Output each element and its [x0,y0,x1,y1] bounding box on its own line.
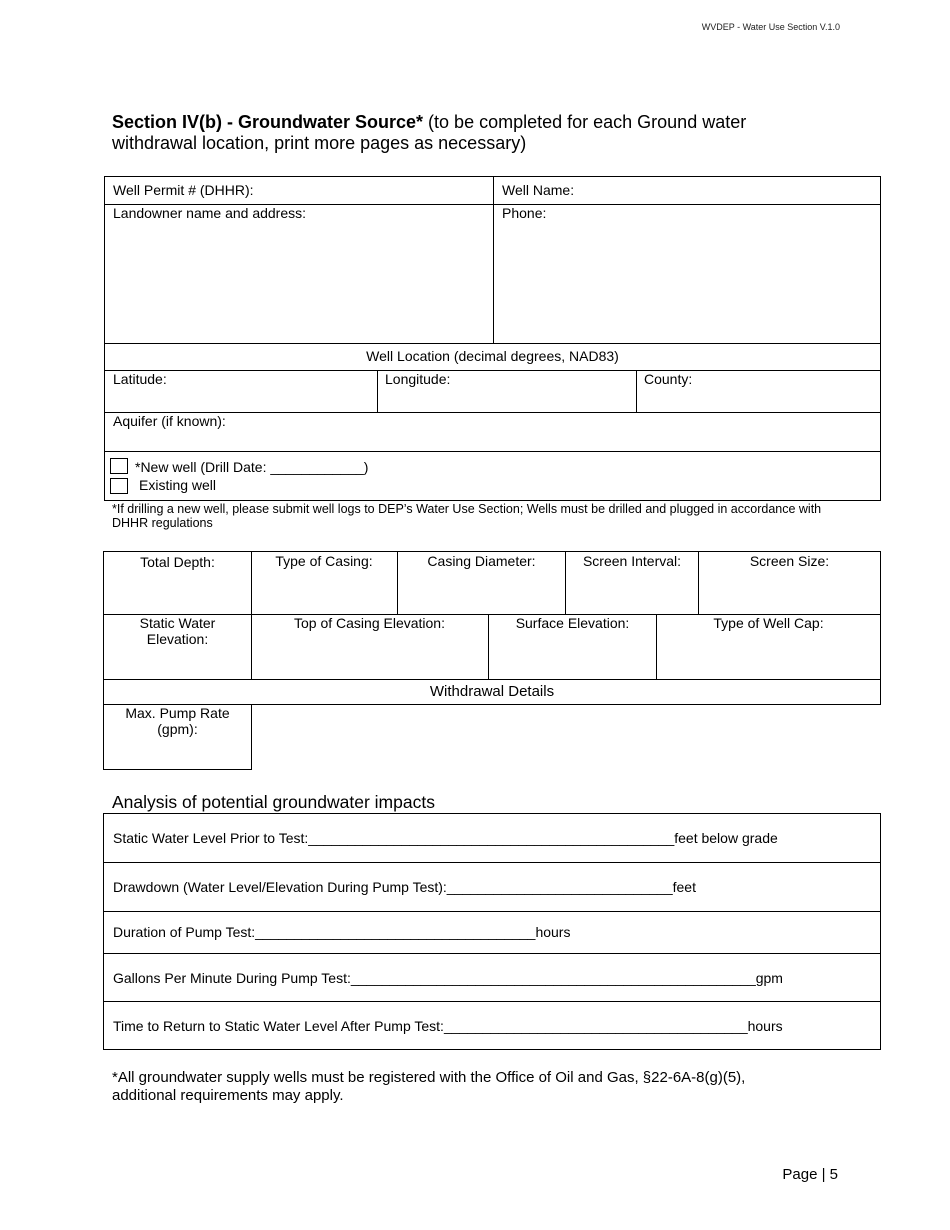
analysis-heading: Analysis of potential groundwater impacts [112,792,435,812]
well-specs-table [103,551,881,771]
surface-elevation-label: Surface Elevation: [515,615,630,631]
static-water-elevation-label: Static Water Elevation: [139,615,216,647]
section-title-normal: (to be completed for each Ground water withdrawal location, print more pages as necessary) [112,112,747,153]
registration-note: *All groundwater supply wells must be registered with the Office of Oil and Gas, §22-6A-8(g)(5), additional requirements may apply. [112,1069,746,1104]
well-permit-cell[interactable] [105,177,494,205]
casing-diameter-label: Casing Diameter: [427,553,536,569]
analysis-table [103,813,881,1050]
landowner-cell[interactable] [105,204,494,344]
max-pump-rate-cell[interactable] [103,704,252,770]
screen-size-cell[interactable] [699,551,881,615]
drawdown-label: Drawdown (Water Level/Elevation During Pump Test):_____________________________feet [113,879,696,895]
version-header: WVDEP - Water Use Section V.1.0 [701,22,840,32]
withdrawal-details-header [103,679,881,705]
existing-well-label: Existing well [139,477,217,493]
landowner-label: Landowner name and address: [113,205,307,221]
existing-well-checkbox[interactable] [110,478,128,494]
longitude-cell[interactable] [378,370,637,413]
surface-elevation-cell[interactable] [489,614,657,680]
well-name-label: Well Name: [502,182,575,198]
top-of-casing-elevation-label: Top of Casing Elevation: [294,615,445,631]
county-label: County: [644,371,693,387]
new-well-label: *New well (Drill Date: ____________) [135,459,369,475]
county-cell[interactable] [637,370,880,413]
new-well-checkbox[interactable] [110,458,128,474]
latitude-cell[interactable] [105,370,378,413]
analysis-row-static-water-level[interactable] [104,814,880,863]
aquifer-cell[interactable] [105,412,880,452]
duration-label: Duration of Pump Test:____________________________________hours [113,924,571,940]
total-depth-label: Total Depth: [140,554,215,570]
top-of-casing-elevation-cell[interactable] [251,614,489,680]
max-pump-rate-label: Max. Pump Rate (gpm): [125,705,230,737]
screen-size-label: Screen Size: [749,553,830,569]
section-title-bold: Section IV(b) - Groundwater Source* [112,112,424,132]
total-depth-cell[interactable] [103,551,252,615]
return-time-label: Time to Return to Static Water Level After Pump Test:_______________________________________hours [113,1018,783,1034]
analysis-row-duration[interactable] [104,911,880,954]
phone-cell[interactable] [494,204,880,344]
analysis-row-return-time[interactable] [104,1001,880,1049]
gpm-label: Gallons Per Minute During Pump Test:____________________________________________________gpm [113,970,783,986]
static-water-level-label: Static Water Level Prior to Test:_______________________________________________feet below grade [113,830,778,846]
withdrawal-details-label: Withdrawal Details [429,683,555,700]
section-title [112,112,812,154]
well-info-table [104,176,881,501]
latitude-label: Latitude: [113,371,167,387]
drilling-note: *If drilling a new well, please submit well logs to DEP’s Water Use Section; Wells must be drilled and plugged in accordance with DHHR regulations [112,502,822,530]
analysis-row-gpm[interactable] [104,953,880,1002]
casing-diameter-cell[interactable] [398,551,566,615]
screen-interval-cell[interactable] [566,551,699,615]
type-of-well-cap-cell[interactable] [657,614,881,680]
well-permit-label: Well Permit # (DHHR): [113,182,254,198]
well-location-header [105,343,880,371]
well-status-cell [105,451,880,500]
well-location-header-label: Well Location (decimal degrees, NAD83) [366,348,619,364]
type-of-casing-cell[interactable] [251,551,398,615]
page-number: Page | 5 [782,1166,838,1183]
aquifer-label: Aquifer (if known): [113,413,226,429]
longitude-label: Longitude: [385,371,451,387]
well-name-cell[interactable] [494,177,880,205]
type-of-casing-label: Type of Casing: [275,553,373,569]
phone-label: Phone: [502,205,547,221]
screen-interval-label: Screen Interval: [582,553,682,569]
static-water-elevation-cell[interactable] [103,614,252,680]
analysis-row-drawdown[interactable] [104,862,880,912]
type-of-well-cap-label: Type of Well Cap: [713,615,824,631]
